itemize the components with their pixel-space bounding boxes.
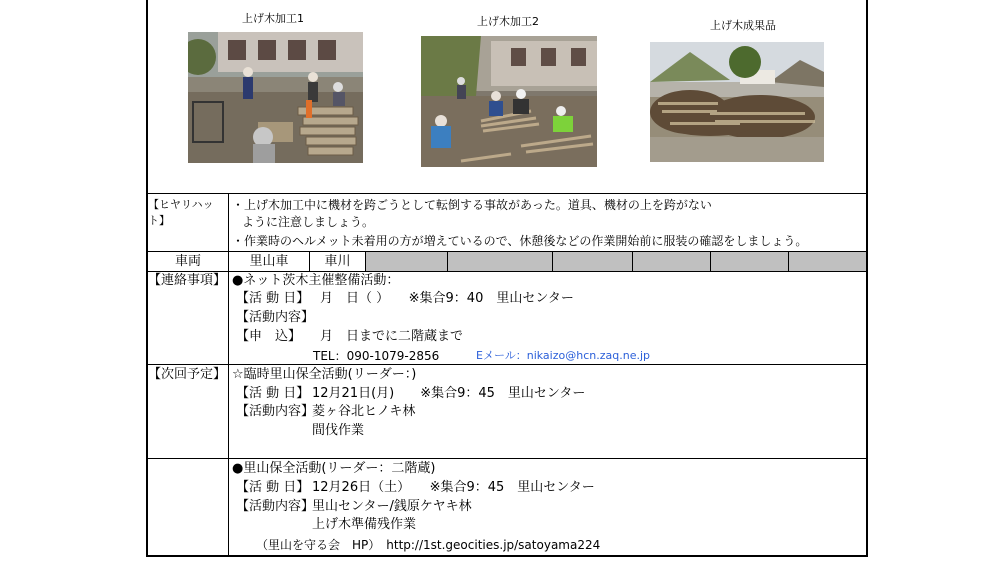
vehicles-row bbox=[148, 251, 866, 272]
contact-date-value: 月 日（ ） ※集合9：40 里山センター bbox=[320, 291, 574, 306]
event2-title: ●里山保全活動(リーダー：二階蔵) bbox=[232, 461, 436, 476]
next-schedule-row bbox=[148, 365, 866, 555]
vehicle-slot-empty bbox=[711, 252, 789, 271]
vehicle-slot-empty bbox=[633, 252, 711, 271]
event2-content-2: 上げ木準備残作業 bbox=[312, 517, 417, 532]
event1-title: ☆臨時里山保全活動(リーダー：) bbox=[232, 367, 417, 382]
divider bbox=[228, 365, 229, 555]
photo-firewood-product bbox=[650, 42, 824, 162]
contact-apply-label: 【申 込】 bbox=[236, 329, 302, 344]
contact-email[interactable]: Eメール：nikaizo@hcn.zaq.ne.jp bbox=[476, 349, 650, 362]
divider bbox=[228, 193, 229, 251]
hiyari-hatto-header: 【ヒヤリハット】 bbox=[148, 198, 214, 227]
report-sheet bbox=[146, 0, 868, 557]
vehicle-item-2: 車川 bbox=[310, 252, 366, 271]
vehicles-header: 車両 bbox=[148, 252, 229, 271]
event1-content-2: 間伐作業 bbox=[312, 423, 365, 438]
event2-content-label: 【活動内容】 bbox=[236, 499, 315, 514]
homepage-link[interactable]: （里山を守る会 HP） http://1st.geocities.jp/satoyama224 bbox=[256, 538, 601, 552]
event1-date-value: 12月21日(月) ※集合9：45 里山センター bbox=[312, 386, 586, 401]
photo-wood-processing-1 bbox=[188, 32, 363, 163]
vehicle-slot-empty bbox=[366, 252, 448, 271]
contact-row bbox=[148, 271, 866, 365]
event2-date-value: 12月26日（土） ※集合9：45 里山センター bbox=[312, 480, 595, 495]
divider bbox=[148, 458, 866, 459]
event1-content-label: 【活動内容】 bbox=[236, 404, 315, 419]
contact-title: ●ネット茨木主催整備活動： bbox=[232, 273, 400, 288]
contact-tel: TEL：090-1079-2856 bbox=[313, 349, 440, 363]
event1-date-label: 【活 動 日】 bbox=[236, 386, 310, 401]
contact-header: 【連絡事項】 bbox=[148, 273, 227, 288]
hiyari-line-2: ように注意しましょう。 bbox=[242, 215, 375, 229]
photo-wood-processing-2 bbox=[421, 36, 597, 167]
divider bbox=[228, 271, 229, 364]
event2-date-label: 【活 動 日】 bbox=[236, 480, 310, 495]
photo-caption-2: 上げ木加工2 bbox=[477, 15, 539, 28]
hiyari-hatto-row bbox=[148, 193, 866, 251]
hiyari-line-1: ・上げ木加工中に機材を跨ごうとして転倒する事故があった。道具、機材の上を跨がない bbox=[232, 198, 712, 212]
photo-caption-3: 上げ木成果品 bbox=[710, 19, 776, 32]
event2-content-1: 里山センター/銭原ケヤキ林 bbox=[312, 499, 472, 514]
photo-section bbox=[148, 0, 866, 194]
photo-caption-1: 上げ木加工1 bbox=[242, 12, 304, 25]
next-schedule-header: 【次回予定】 bbox=[148, 367, 227, 382]
vehicle-item-1: 里山車 bbox=[229, 252, 310, 271]
contact-apply-value: 月 日までに二階蔵まで bbox=[320, 329, 464, 344]
contact-content-label: 【活動内容】 bbox=[236, 310, 315, 325]
vehicle-slot-empty bbox=[448, 252, 553, 271]
contact-date-label: 【活 動 日】 bbox=[236, 291, 310, 306]
vehicle-slot-empty bbox=[789, 252, 866, 271]
vehicle-slot-empty bbox=[553, 252, 633, 271]
hiyari-line-3: ・作業時のヘルメット未着用の方が増えているので、休憩後などの作業開始前に服装の確認をしましょう。 bbox=[232, 234, 808, 248]
event1-content-1: 菱ヶ谷北ヒノキ林 bbox=[312, 404, 416, 419]
